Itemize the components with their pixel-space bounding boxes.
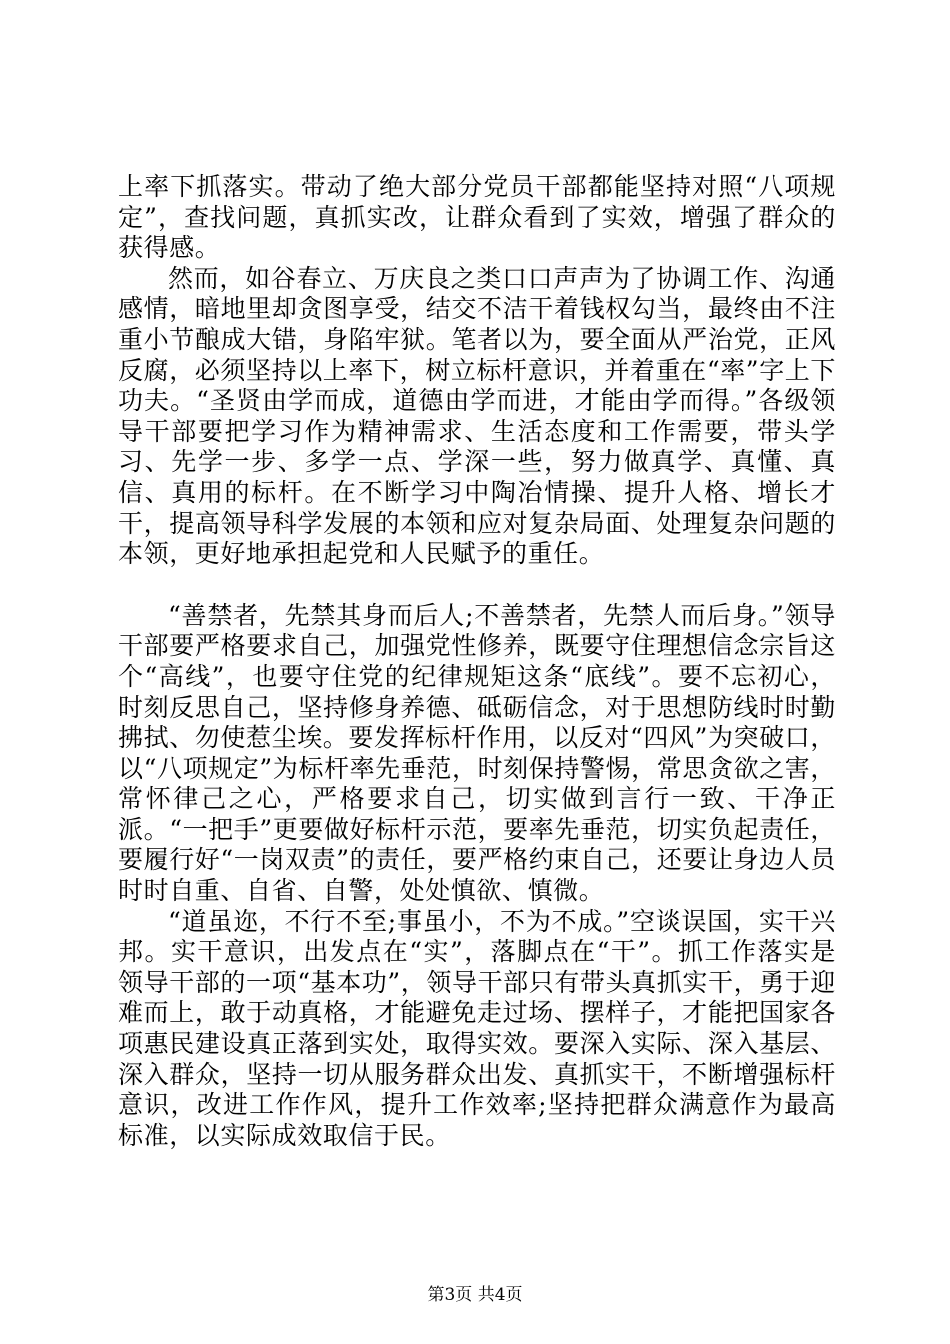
paragraph-practical-work: “道虽迩，不行不至;事虽小，不为不成。”空谈误国，实干兴邦。实干意识，出发点在“实”，落脚点在“干”。抓工作落实是领导干部的一项“基本功”，领导干部只有带头真抓实干，勇于迎难而上，敢于动真格，才能避免走过场、摆样子，才能把国家各项惠民建设真正落到实处，取得实效。要深入实际、深入基层、深入群众，坚持一切从服务群众出发、真抓实干，不断增强标杆意识，改进工作作风，提升工作效率;坚持把群众满意作为最高标准，以实际成效取信于民。 [118, 906, 836, 1150]
paragraph-spacer [118, 570, 836, 601]
document-body [118, 172, 836, 1151]
paragraph-self-discipline: “善禁者，先禁其身而后人;不善禁者，先禁人而后身。”领导干部要严格要求自己，加强党性修养，既要守住理想信念宗旨这个“高线”，也要守住党的纪律规矩这条“底线”。要不忘初心，时刻反思自己，坚持修身养德、砥砺信念，对于思想防线时时勤拂拭、勿使惹尘埃。要发挥标杆作用，以反对“四风”为突破口，以“八项规定”为标杆率先垂范，时刻保持警惕，常思贪欲之害，常怀律己之心，严格要求自己，切实做到言行一致、干净正派。“一把手”更要做好标杆示范，要率先垂范，切实负起责任，要履行好“一岗双责”的责任，要严格约束自己，还要让身边人员时时自重、自省、自警，处处慎欲、慎微。 [118, 600, 836, 906]
paragraph-continuation: 上率下抓落实。带动了绝大部分党员干部都能坚持对照“八项规定”，查找问题，真抓实改，让群众看到了实效，增强了群众的获得感。 [118, 172, 836, 263]
paragraph-learning: 然而，如谷春立、万庆良之类口口声声为了协调工作、沟通感情，暗地里却贪图享受，结交不洁干着钱权勾当，最终由不注重小节酿成大错，身陷牢狱。笔者以为，要全面从严治党，正风反腐，必须坚持以上率下，树立标杆意识，并着重在“率”字上下功夫。“圣贤由学而成，道德由学而进，才能由学而得。”各级领导干部要把学习作为精神需求、生活态度和工作需要，带头学习、先学一步、多学一点、学深一些，努力做真学、真懂、真信、真用的标杆。在不断学习中陶冶情操、提升人格、增长才干，提高领导科学发展的本领和应对复杂局面、处理复杂问题的本领，更好地承担起党和人民赋予的重任。 [118, 263, 836, 569]
page-number-footer: 第3页 共4页 [427, 1285, 523, 1305]
